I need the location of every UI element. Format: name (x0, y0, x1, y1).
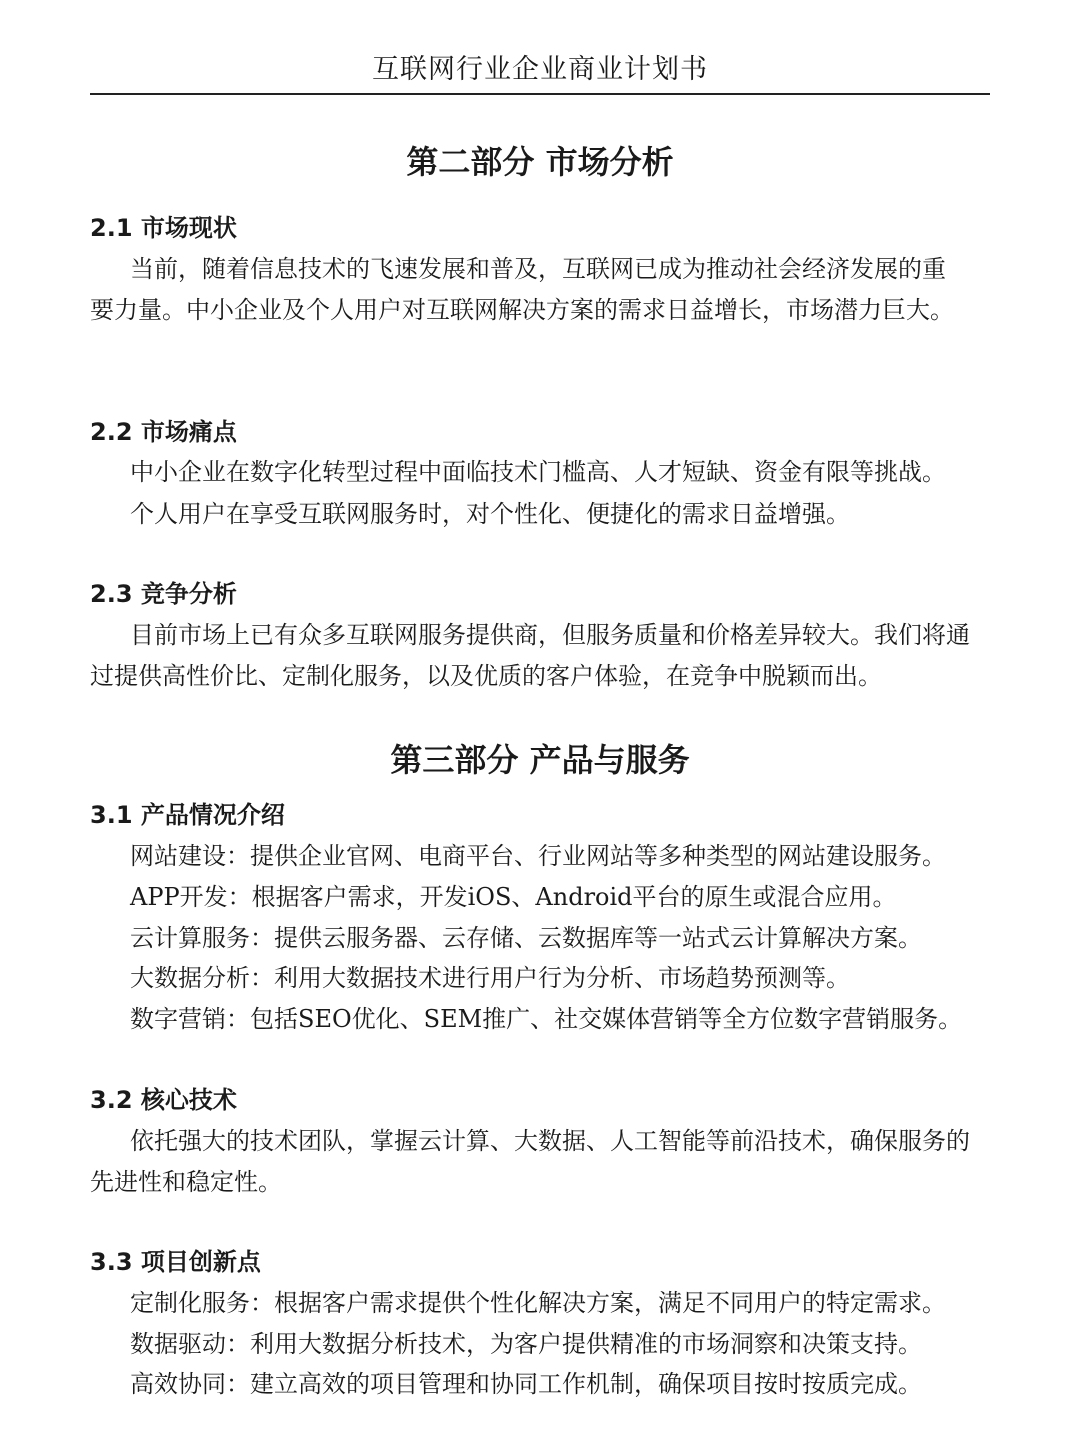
section-3-1-heading: 3.1 产品情况介绍 (90, 801, 285, 829)
section-2-1-heading: 2.1 市场现状 (90, 214, 237, 242)
part3-title: 第三部分 产品与服务 (390, 741, 690, 779)
section-3-3-line-2: 数据驱动：利用大数据分析技术，为客户提供精准的市场洞察和决策支持。 (130, 1330, 922, 1358)
header-divider (90, 93, 990, 95)
section-3-1-line-5: 数字营销：包括SEO优化、SEM推广、社交媒体营销等全方位数字营销服务。 (130, 1005, 963, 1033)
section-2-1-body: 当前，随着信息技术的飞速发展和普及，互联网已成为推动社会经济发展的重要力量。中小企业及个人用户对互联网解决方案的需求日益增长，市场潜力巨大。 (90, 255, 954, 324)
document-header-title: 互联网行业企业商业计划书 (372, 54, 708, 85)
section-2-3-body: 目前市场上已有众多互联网服务提供商，但服务质量和价格差异较大。我们将通过提供高性价比、定制化服务，以及优质的客户体验，在竞争中脱颖而出。 (90, 621, 970, 690)
section-2-2-line-1: 中小企业在数字化转型过程中面临技术门槛高、人才短缺、资金有限等挑战。 (130, 458, 946, 486)
section-3-1-line-1: 网站建设：提供企业官网、电商平台、行业网站等多种类型的网站建设服务。 (130, 842, 946, 870)
section-2-2-line-2: 个人用户在享受互联网服务时，对个性化、便捷化的需求日益增强。 (130, 500, 850, 528)
section-3-2-heading: 3.2 核心技术 (90, 1086, 237, 1114)
section-3-1-line-4: 大数据分析：利用大数据技术进行用户行为分析、市场趋势预测等。 (130, 964, 850, 992)
section-3-2-body: 依托强大的技术团队，掌握云计算、大数据、人工智能等前沿技术，确保服务的先进性和稳定性。 (90, 1127, 970, 1196)
section-2-2-heading: 2.2 市场痛点 (90, 418, 237, 446)
section-2-3-heading: 2.3 竞争分析 (90, 580, 237, 608)
section-3-1-line-3: 云计算服务：提供云服务器、云存储、云数据库等一站式云计算解决方案。 (130, 924, 922, 952)
part2-title: 第二部分 市场分析 (406, 143, 674, 181)
section-3-3-line-3: 高效协同：建立高效的项目管理和协同工作机制，确保项目按时按质完成。 (130, 1370, 922, 1398)
section-3-3-line-1: 定制化服务：根据客户需求提供个性化解决方案，满足不同用户的特定需求。 (130, 1289, 946, 1317)
section-3-3-heading: 3.3 项目创新点 (90, 1248, 261, 1276)
section-3-1-line-2: APP开发：根据客户需求，开发iOS、Android平台的原生或混合应用。 (130, 883, 897, 911)
